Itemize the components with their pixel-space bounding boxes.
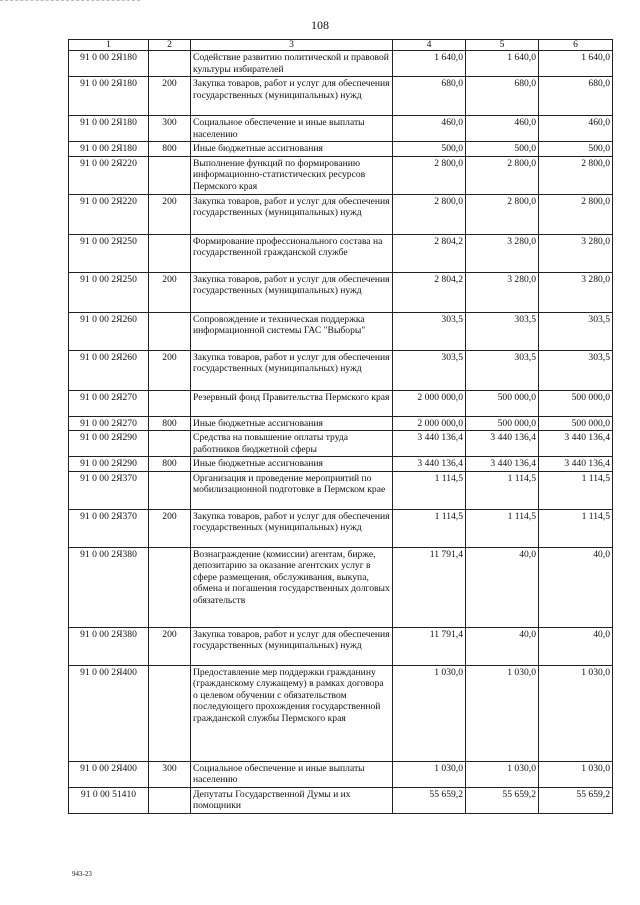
row-value-col6: 3 280,0 — [539, 234, 613, 272]
row-name: Организация и проведение мероприятий по мобилизационной подготовке в Пермском крае — [191, 471, 393, 509]
row-value-col4: 55 659,2 — [393, 787, 466, 813]
row-code: 91 0 00 2Я250 — [69, 234, 149, 272]
row-value-col5: 40,0 — [466, 627, 539, 665]
row-name: Закупка товаров, работ и услуг для обеспечения государственных (муниципальных) нужд — [191, 77, 393, 116]
row-value-col6: 500 000,0 — [539, 416, 613, 431]
row-code: 91 0 00 2Я250 — [69, 272, 149, 312]
row-code: 91 0 00 2Я270 — [69, 416, 149, 431]
row-code: 91 0 00 2Я180 — [69, 77, 149, 116]
row-expense-type: 200 — [149, 194, 191, 234]
page-number: 108 — [311, 18, 329, 32]
row-expense-type — [149, 547, 191, 627]
row-name: Резервный фонд Правительства Пермского края — [191, 390, 393, 416]
row-value-col4: 1 114,5 — [393, 471, 466, 509]
row-value-col6: 2 800,0 — [539, 194, 613, 234]
row-code: 91 0 00 2Я290 — [69, 457, 149, 472]
row-name: Иные бюджетные ассигнования — [191, 457, 393, 472]
table-row — [69, 77, 613, 116]
row-expense-type: 800 — [149, 142, 191, 157]
row-value-col5: 2 800,0 — [466, 194, 539, 234]
table-row — [69, 312, 613, 350]
row-value-col6: 3 280,0 — [539, 272, 613, 312]
table-row — [69, 142, 613, 157]
table-row — [69, 416, 613, 431]
row-expense-type: 200 — [149, 627, 191, 665]
row-value-col6: 55 659,2 — [539, 787, 613, 813]
row-code: 91 0 00 2Я180 — [69, 142, 149, 157]
table-row — [69, 627, 613, 665]
row-value-col6: 303,5 — [539, 350, 613, 390]
header-row — [69, 40, 613, 51]
row-expense-type: 200 — [149, 272, 191, 312]
row-expense-type: 200 — [149, 77, 191, 116]
row-name: Формирование профессионального состава на государственной гражданской службе — [191, 234, 393, 272]
row-code: 91 0 00 2Я260 — [69, 312, 149, 350]
row-value-col4: 1 030,0 — [393, 761, 466, 787]
row-value-col5: 1 114,5 — [466, 471, 539, 509]
table-row — [69, 431, 613, 457]
row-value-col4: 1 114,5 — [393, 509, 466, 547]
row-expense-type: 200 — [149, 509, 191, 547]
row-value-col4: 11 791,4 — [393, 547, 466, 627]
row-value-col5: 55 659,2 — [466, 787, 539, 813]
budget-table — [68, 39, 613, 814]
footer-code: 943-23 — [72, 870, 92, 878]
row-expense-type: 200 — [149, 350, 191, 390]
row-name: Вознаграждение (комиссии) агентам, бирже, депозитарию за оказание агентских услуг в сфере размещения, обслуживания, выкупа, обмена и погашения государственных долговых обязательств — [191, 547, 393, 627]
row-value-col4: 11 791,4 — [393, 627, 466, 665]
header-cell: 1 — [69, 40, 149, 51]
row-expense-type — [149, 431, 191, 457]
table-row — [69, 51, 613, 77]
row-code: 91 0 00 2Я270 — [69, 390, 149, 416]
row-name: Депутаты Государственной Думы и их помощники — [191, 787, 393, 813]
row-code: 91 0 00 2Я290 — [69, 431, 149, 457]
table-body — [69, 51, 613, 814]
row-value-col4: 2 000 000,0 — [393, 390, 466, 416]
row-expense-type — [149, 787, 191, 813]
row-code: 91 0 00 2Я370 — [69, 471, 149, 509]
row-name: Сопровождение и техническая поддержка информационной системы ГАС "Выборы" — [191, 312, 393, 350]
table-row — [69, 272, 613, 312]
row-value-col6: 500,0 — [539, 142, 613, 157]
table-row — [69, 156, 613, 194]
row-value-col6: 680,0 — [539, 77, 613, 116]
row-expense-type — [149, 51, 191, 77]
row-value-col4: 1 640,0 — [393, 51, 466, 77]
row-expense-type — [149, 665, 191, 761]
row-value-col6: 303,5 — [539, 312, 613, 350]
row-value-col5: 3 440 136,4 — [466, 457, 539, 472]
table-row — [69, 350, 613, 390]
row-code: 91 0 00 2Я380 — [69, 627, 149, 665]
table-row — [69, 194, 613, 234]
row-name: Предоставление мер поддержки гражданину (гражданскому служащему) в рамках договора о целевом обучении с обязательством последующего прохождения государственной гражданской службы Пермского края — [191, 665, 393, 761]
row-code: 91 0 00 2Я400 — [69, 761, 149, 787]
row-expense-type: 300 — [149, 761, 191, 787]
row-value-col5: 3 280,0 — [466, 234, 539, 272]
table-row — [69, 761, 613, 787]
row-value-col6: 1 030,0 — [539, 761, 613, 787]
row-value-col5: 1 114,5 — [466, 509, 539, 547]
row-name: Социальное обеспечение и иные выплаты населению — [191, 116, 393, 142]
row-code: 91 0 00 51410 — [69, 787, 149, 813]
header-cell: 4 — [393, 40, 466, 51]
row-value-col6: 1 114,5 — [539, 509, 613, 547]
row-name: Закупка товаров, работ и услуг для обеспечения государственных (муниципальных) нужд — [191, 272, 393, 312]
row-value-col5: 40,0 — [466, 547, 539, 627]
row-expense-type — [149, 234, 191, 272]
row-code: 91 0 00 2Я380 — [69, 547, 149, 627]
row-expense-type: 300 — [149, 116, 191, 142]
row-value-col6: 500 000,0 — [539, 390, 613, 416]
row-value-col5: 303,5 — [466, 312, 539, 350]
row-value-col6: 1 640,0 — [539, 51, 613, 77]
row-expense-type — [149, 471, 191, 509]
row-name: Выполнение функций по формированию информационно-статистических ресурсов Пермского края — [191, 156, 393, 194]
row-code: 91 0 00 2Я220 — [69, 194, 149, 234]
table-row — [69, 665, 613, 761]
row-value-col4: 1 030,0 — [393, 665, 466, 761]
row-value-col4: 500,0 — [393, 142, 466, 157]
row-value-col6: 3 440 136,4 — [539, 457, 613, 472]
row-value-col5: 680,0 — [466, 77, 539, 116]
row-expense-type — [149, 312, 191, 350]
row-value-col6: 2 800,0 — [539, 156, 613, 194]
header-cell: 6 — [539, 40, 613, 51]
row-name: Средства на повышение оплаты труда работников бюджетной сферы — [191, 431, 393, 457]
table-row — [69, 457, 613, 472]
row-value-col5: 1 030,0 — [466, 761, 539, 787]
row-name: Закупка товаров, работ и услуг для обеспечения государственных (муниципальных) нужд — [191, 194, 393, 234]
row-code: 91 0 00 2Я400 — [69, 665, 149, 761]
row-value-col4: 2 804,2 — [393, 272, 466, 312]
row-value-col6: 40,0 — [539, 627, 613, 665]
row-value-col5: 3 280,0 — [466, 272, 539, 312]
row-code: 91 0 00 2Я220 — [69, 156, 149, 194]
row-value-col6: 3 440 136,4 — [539, 431, 613, 457]
row-value-col4: 3 440 136,4 — [393, 457, 466, 472]
row-name: Закупка товаров, работ и услуг для обеспечения государственных (муниципальных) нужд — [191, 627, 393, 665]
row-expense-type: 800 — [149, 416, 191, 431]
header-cell: 2 — [149, 40, 191, 51]
row-value-col5: 303,5 — [466, 350, 539, 390]
row-value-col6: 1 114,5 — [539, 471, 613, 509]
row-expense-type — [149, 390, 191, 416]
row-value-col4: 303,5 — [393, 350, 466, 390]
table-row — [69, 547, 613, 627]
row-value-col4: 460,0 — [393, 116, 466, 142]
table-row — [69, 234, 613, 272]
table-row — [69, 787, 613, 813]
scan-artifact — [0, 0, 140, 5]
row-value-col4: 3 440 136,4 — [393, 431, 466, 457]
row-value-col4: 2 000 000,0 — [393, 416, 466, 431]
row-value-col5: 3 440 136,4 — [466, 431, 539, 457]
row-value-col5: 500 000,0 — [466, 390, 539, 416]
row-name: Закупка товаров, работ и услуг для обеспечения государственных (муниципальных) нужд — [191, 509, 393, 547]
row-code: 91 0 00 2Я180 — [69, 116, 149, 142]
row-value-col6: 460,0 — [539, 116, 613, 142]
row-value-col5: 1 030,0 — [466, 665, 539, 761]
row-expense-type — [149, 156, 191, 194]
table-row — [69, 116, 613, 142]
row-name: Иные бюджетные ассигнования — [191, 142, 393, 157]
row-code: 91 0 00 2Я260 — [69, 350, 149, 390]
header-cell: 5 — [466, 40, 539, 51]
row-expense-type: 800 — [149, 457, 191, 472]
row-value-col4: 2 804,2 — [393, 234, 466, 272]
row-value-col5: 500 000,0 — [466, 416, 539, 431]
row-code: 91 0 00 2Я370 — [69, 509, 149, 547]
row-value-col6: 1 030,0 — [539, 665, 613, 761]
row-name: Содействие развитию политической и правовой культуры избирателей — [191, 51, 393, 77]
row-value-col5: 2 800,0 — [466, 156, 539, 194]
row-value-col4: 680,0 — [393, 77, 466, 116]
row-name: Социальное обеспечение и иные выплаты населению — [191, 761, 393, 787]
row-value-col4: 303,5 — [393, 312, 466, 350]
table-row — [69, 390, 613, 416]
table-row — [69, 509, 613, 547]
row-value-col4: 2 800,0 — [393, 156, 466, 194]
row-name: Иные бюджетные ассигнования — [191, 416, 393, 431]
row-value-col6: 40,0 — [539, 547, 613, 627]
row-value-col5: 460,0 — [466, 116, 539, 142]
table-row — [69, 471, 613, 509]
row-code: 91 0 00 2Я180 — [69, 51, 149, 77]
header-cell: 3 — [191, 40, 393, 51]
row-value-col5: 500,0 — [466, 142, 539, 157]
row-name: Закупка товаров, работ и услуг для обеспечения государственных (муниципальных) нужд — [191, 350, 393, 390]
row-value-col5: 1 640,0 — [466, 51, 539, 77]
row-value-col4: 2 800,0 — [393, 194, 466, 234]
